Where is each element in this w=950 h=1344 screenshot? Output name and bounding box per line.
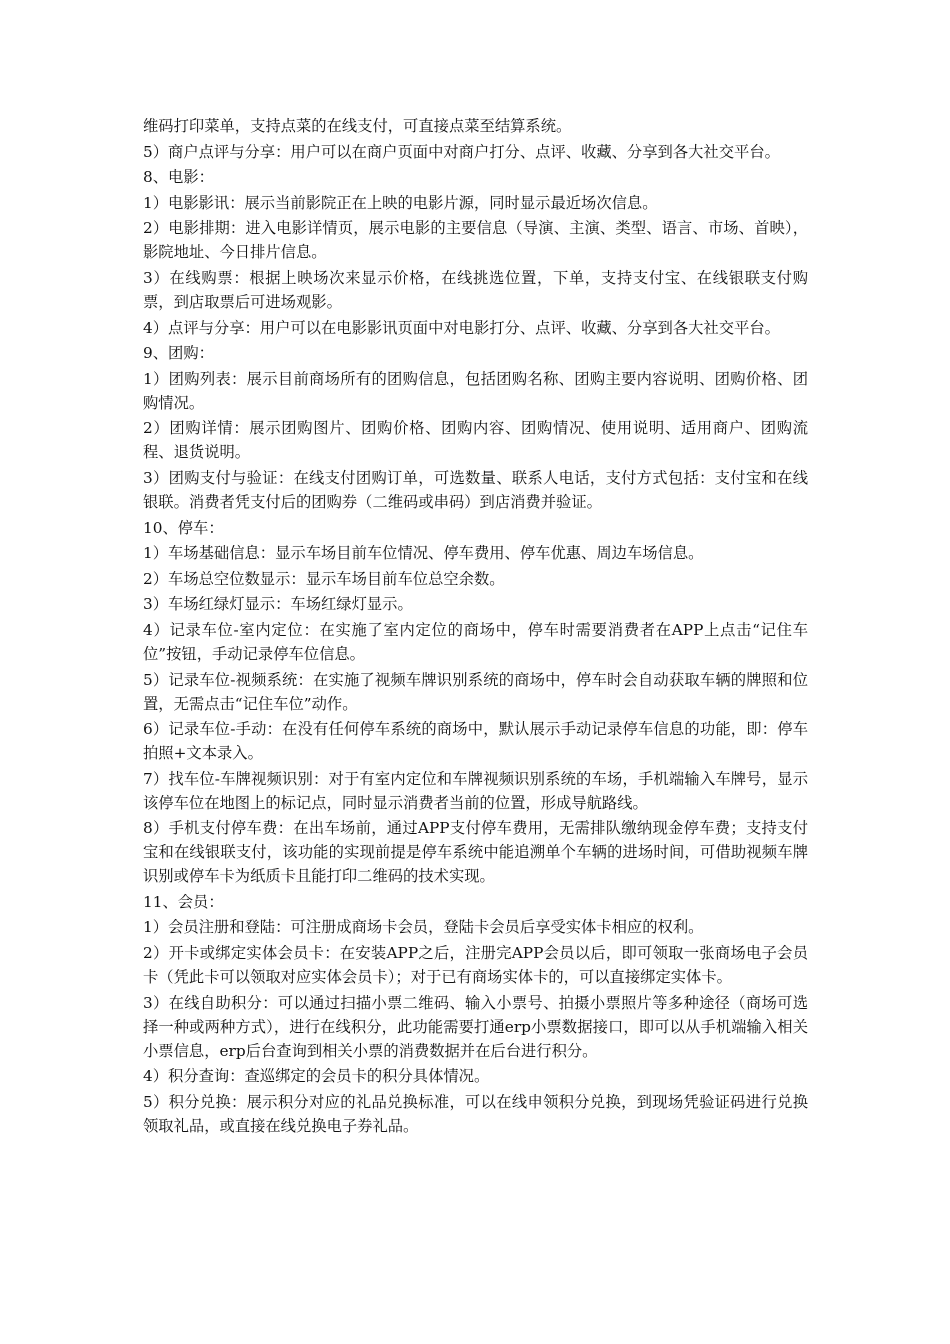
paragraph: 2）车场总空位数显示：显示车场目前车位总空余数。 bbox=[143, 569, 505, 588]
paragraph: 7）找车位-车牌视频识别：对于有室内定位和车牌视频识别系统的车场，手机端输入车牌号，显示该停车位在地图上的标记点，同时显示消费者当前的位置，形成导航路线。 bbox=[143, 769, 808, 812]
paragraph: 8）手机支付停车费：在出车场前，通过APP支付停车费用，无需排队缴纳现金停车费；支持支付宝和在线银联支付，该功能的实现前提是停车系统中能追溯单个车辆的进场时间，可借助视频车牌识别或停车卡为纸质卡且能打印二维码的技术实现。 bbox=[143, 819, 808, 886]
paragraph: 5）商户点评与分享：用户可以在商户页面中对商户打分、点评、收藏、分享到各大社交平台。 bbox=[143, 142, 780, 161]
paragraph: 1）团购列表：展示目前商场所有的团购信息，包括团购名称、团购主要内容说明、团购价格、团购情况。 bbox=[143, 369, 808, 412]
section-heading: 10、停车： bbox=[143, 518, 224, 537]
paragraph: 3）车场红绿灯显示：车场红绿灯显示。 bbox=[143, 595, 413, 614]
paragraph: 1）电影影讯：展示当前影院正在上映的电影片源，同时显示最近场次信息。 bbox=[143, 193, 658, 212]
paragraph: 1）会员注册和登陆：可注册成商场卡会员，登陆卡会员后享受实体卡相应的权利。 bbox=[143, 918, 704, 937]
section-heading: 11、会员： bbox=[143, 892, 224, 911]
paragraph: 2）电影排期：进入电影详情页，展示电影的主要信息（导演、主演、类型、语言、市场、首映），影院地址、今日排片信息。 bbox=[143, 219, 808, 262]
section-heading: 8、电影： bbox=[143, 168, 214, 187]
paragraph: 3）在线购票：根据上映场次来显示价格，在线挑选位置，下单，支持支付宝、在线银联支付购票，到店取票后可进场观影。 bbox=[143, 268, 808, 311]
paragraph: 5）记录车位-视频系统：在实施了视频车牌识别系统的商场中，停车时会自动获取车辆的牌照和位置，无需点击“记住车位”动作。 bbox=[143, 670, 808, 713]
paragraph: 6）记录车位-手动：在没有任何停车系统的商场中，默认展示手动记录停车信息的功能，即：停车拍照+文本录入。 bbox=[143, 720, 808, 763]
paragraph: 4）积分查询：查巡绑定的会员卡的积分具体情况。 bbox=[143, 1067, 490, 1086]
paragraph: 维码打印菜单，支持点菜的在线支付，可直接点菜至结算系统。 bbox=[143, 117, 572, 135]
paragraph: 3）在线自助积分：可以通过扫描小票二维码、输入小票号、拍摄小票照片等多种途径（商场可选择一种或两种方式），进行在线积分，此功能需要打通erp小票数据接口，即可以从手机端输入相关小票信息，erp后台查询到相关小票的消费数据并在后台进行积分。 bbox=[143, 993, 808, 1060]
paragraph: 1）车场基础信息：显示车场目前车位情况、停车费用、停车优惠、周边车场信息。 bbox=[143, 544, 704, 563]
paragraph: 2）开卡或绑定实体会员卡：在安装APP之后，注册完APP会员以后，即可领取一张商场电子会员卡（凭此卡可以领取对应实体会员卡）；对于已有商场实体卡的，可以直接绑定实体卡。 bbox=[143, 944, 808, 987]
paragraph: 4）记录车位-室内定位：在实施了室内定位的商场中，停车时需要消费者在APP上点击“记住车位”按钮，手动记录停车位信息。 bbox=[143, 620, 808, 663]
section-heading: 9、团购： bbox=[143, 344, 214, 363]
paragraph: 3）团购支付与验证：在线支付团购订单，可选数量、联系人电话，支付方式包括：支付宝和在线银联。消费者凭支付后的团购券（二维码或串码）到店消费并验证。 bbox=[143, 468, 808, 511]
paragraph: 4）点评与分享：用户可以在电影影讯页面中对电影打分、点评、收藏、分享到各大社交平台。 bbox=[143, 318, 780, 337]
paragraph: 2）团购详情：展示团购图片、团购价格、团购内容、团购情况、使用说明、适用商户、团购流程、退货说明。 bbox=[143, 419, 808, 462]
document-body bbox=[143, 114, 808, 1139]
paragraph: 5）积分兑换：展示积分对应的礼品兑换标准，可以在线申领积分兑换，到现场凭验证码进行兑换领取礼品，或直接在线兑换电子券礼品。 bbox=[143, 1092, 808, 1135]
